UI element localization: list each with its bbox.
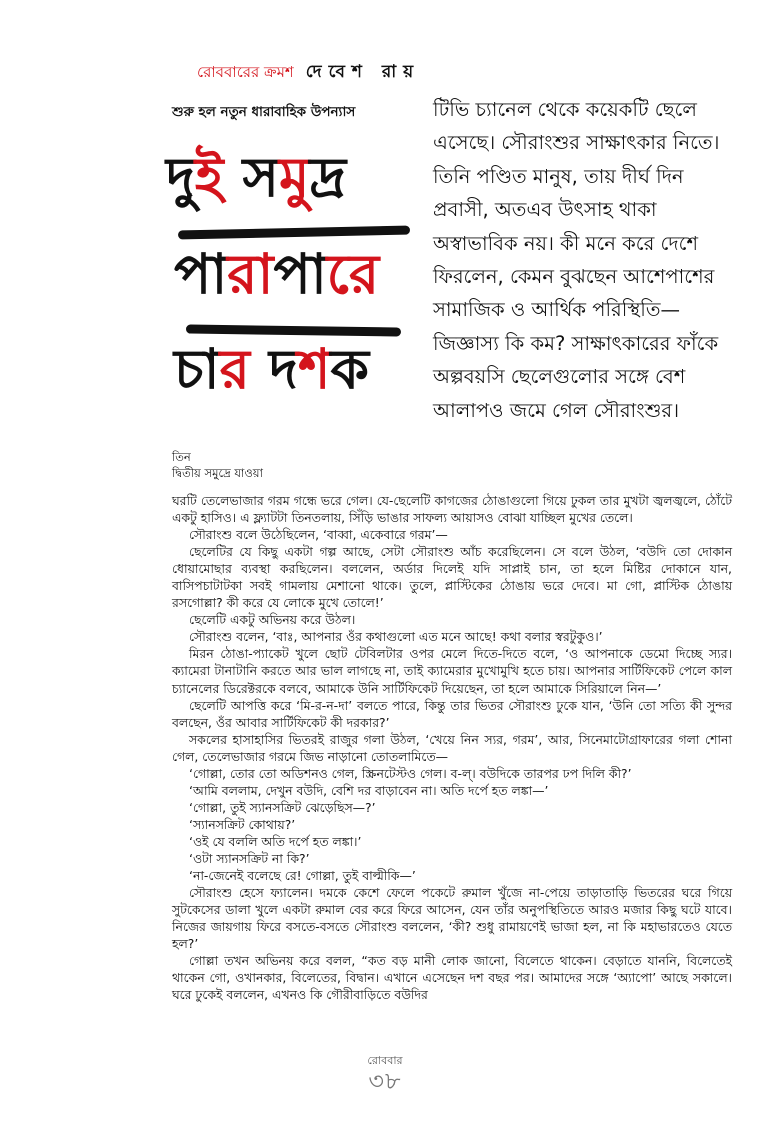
paragraph: ‘গোল্লা, তোর তো অডিশনও গেল, স্ক্রিনটেস্টও গেল। ব-ল্। বউদিকে তারপর ঢপ দিলি কী?’ <box>189 765 632 781</box>
paragraph: ‘ওটা স্যানসক্রিট না কি?’ <box>189 850 310 866</box>
title-fragment: দু <box>166 145 195 209</box>
title-line-1 <box>166 145 347 209</box>
title-fragment-highlight: রা <box>227 242 274 306</box>
intro-text: টিভি চ্যানেল থেকে কয়েকটি ছেলে এসেছে। সৌরাংশুর সাক্ষাৎকার নিতে। তিনি পণ্ডিত মানুষ, তায় দীর্ঘ দিন প্রবাসী, অতএব উৎসাহ থাকা অস্বাভাবিক নয়। কী মনে করে দেশে ফিরলেন, কেমন বুঝছেন আশেপাশের সামাজিক ও আর্থিক পরিস্থিতি—জিজ্ঞাস্য কি কম? সাক্ষাৎকারের ফাঁকে অল্পবয়সি ছেলেগুলোর সঙ্গে বেশ আলাপও জমে গেল সৌরাংশুর। <box>433 98 720 422</box>
paragraph: ‘গোল্লা, তুই স্যানসক্রিট ঝেড়েছিস—?’ <box>189 799 376 815</box>
title-fragment-highlight: ই <box>194 145 224 209</box>
title-block <box>166 130 424 420</box>
paragraph: ছেলেটি একটু অভিনয় করে উঠল। <box>189 612 356 628</box>
subtitle: শুরু হল নতুন ধারাবাহিক উপন্যাস <box>172 104 356 120</box>
author-name: দেবেশ রায় <box>305 62 421 82</box>
paragraph: গোল্লা তখন অভিনয় করে বলল, “কত বড় মানী লোক জানো, বিলেতে থাকেন। বেড়াতে যাননি, বিলেতেই থাকেন গো, ওখানকার, বিলেতের, বিদ্বান। এখানে এসেছেন দশ বছর পর। আমাদের সঙ্গে ‘অ্যাপো’ আছে সকালে। ঘরে ঢুকেই বললেন, এখনও কি গৌরীবাড়িতে বউদির <box>172 953 732 1003</box>
title-fragment-highlight: মু <box>279 145 310 209</box>
title-fragment: পা <box>174 242 228 306</box>
intro-blurb <box>433 93 733 427</box>
title-fragment: স <box>223 145 279 209</box>
title-line-3 <box>174 337 369 401</box>
header-row <box>197 62 420 84</box>
title-fragment-highlight: র <box>219 337 250 401</box>
paragraph: ‘স্যানসক্রিট কোথায়?’ <box>189 816 296 832</box>
title-fragment: ক <box>330 337 369 401</box>
footer-label: রোববার <box>367 1054 403 1067</box>
paragraph: ঘরটি তেলেভাজার গরম গন্ধে ভরে গেল। যে-ছেলেটি কাগজের ঠোঙাগুলো গিয়ে ঢুকল তার মুখটা জ্বলজ্বলে, ঠোঁটে একটু হাসিও। এ ফ্ল্যাটটা তিনতলায়, সিঁড়ি ভাঙার সাফল্য আয়াসও বোঝা যাচ্ছিল মুখের তেলে। <box>172 493 732 526</box>
title-fragment: দ্র <box>309 145 347 209</box>
title-fragment-highlight: শ <box>297 337 331 401</box>
title-fragment: দ <box>249 337 298 401</box>
body-text <box>172 492 732 1003</box>
chapter-title: দ্বিতীয় সমুদ্রে যাওয়া <box>172 466 263 480</box>
paragraph: সৌরাংশু বলেন, ‘বাঃ, আপনার ওঁর কথাগুলো এত মনে আছে! কথা বলার স্বরটুকুও।’ <box>189 629 603 645</box>
brush-stroke-2 <box>186 324 401 336</box>
page-number: ৩৮ <box>368 1067 402 1095</box>
title-fragment-highlight: রে <box>326 242 380 306</box>
title-line-2 <box>174 242 380 306</box>
series-label: রোববারের ক্রমশ <box>197 62 294 81</box>
title-fragment: পা <box>273 242 327 306</box>
paragraph: সকলের হাসাহাসির ভিতরই রাজুর গলা উঠল, ‘খেয়ে নিন স্যর, গরম’, আর, সিনেমাটোগ্রাফারের গলা শোনা গেল, তেলেভাজার গরমে জিভ নাড়ানো তোতলামিতে— <box>172 731 732 764</box>
paragraph: ‘আমি বললাম, দেখুন বউদি, বেশি দর বাড়াবেন না। অতি দর্পে হত লঙ্কা—’ <box>189 782 549 798</box>
paragraph: ‘না-জেনেই বলেছে রে! গোল্লা, তুই বাল্মীকি—’ <box>189 868 416 884</box>
paragraph: ছেলেটি আপত্তি করে ‘মি-র-ন-দা’ বলতে পারে, কিন্তু তার ভিতর সৌরাংশু ঢুকে যান, ‘উনি তো সত্যি কী সুন্দর বলছেন, ওঁর আবার সার্টিফিকেট কী দরকার?’ <box>172 697 732 730</box>
brush-stroke-1 <box>178 226 410 240</box>
paragraph: সৌরাংশু বলে উঠেছিলেন, ‘বাব্বা, একেবারে গরম’— <box>189 527 448 543</box>
chapter-number: তিন <box>172 450 191 464</box>
paragraph: মিরন ঠোঙা-প্যাকেট খুলে ছোট টেবিলটার ওপর মেলে দিতে-দিতে বলে, ‘ও আপনাকে ডেমো দিচ্ছে স্যর। ক্যামেরা টানাটানি করতে আর ভাল লাগছে না, তাই ক্যামেরার মুখোমুখি হতে চায়। আপনার সার্টিফিকেট পেলে কাল চ্যানেলের ডিরেক্টরকে বলবে, আমাকে উনি সার্টিফিকেট দিয়েছেন, তা হলে আমাকে সিরিয়ালে নিন—’ <box>172 646 732 696</box>
title-fragment: চা <box>174 337 220 401</box>
paragraph: ‘ওই যে বললি অতি দর্পে হত লঙ্কা।’ <box>189 833 362 849</box>
paragraph: সৌরাংশু হেসে ফ্যালেন। দমকে কেশে ফেলে পকেটে রুমাল খুঁজে না-পেয়ে তাড়াতাড়ি ভিতরের ঘরে গিয়ে সুটকেসের ডালা খুলে একটা রুমাল বের করে ফিরে আসেন, যেন তাঁর অনুপস্থিতিতে আরও মজার কিছু ঘটে যাবে। নিজের জায়গায় ফিরে বসতে-বসতে সৌরাংশু বললেন, ‘কী? শুধু রামায়ণেই ভাজা হল, না কি মহাভারতেও যেতে হল?’ <box>172 885 732 952</box>
paragraph: ছেলেটির যে কিছু একটা গল্প আছে, সেটা সৌরাংশু আঁচ করেছিলেন। সে বলে উঠল, ‘বউদি তো দোকান ধোয়ামোছার ব্যবস্থা করছিলেন। বললেন, অর্ডার দিলেই যদি সাপ্লাই চান, তা হলে মিষ্টির দোকানে যান, বাসিপচাটাটকা সবই গামলায় মেশানো থাকে। তুলে, প্লাস্টিকের ঠোঙায় ভরে দেবে। মা গো, প্লাস্টিক ঠোঙায় রসগোল্লা? কী করে যে লোকে মুখে তোলে!’ <box>172 544 732 611</box>
